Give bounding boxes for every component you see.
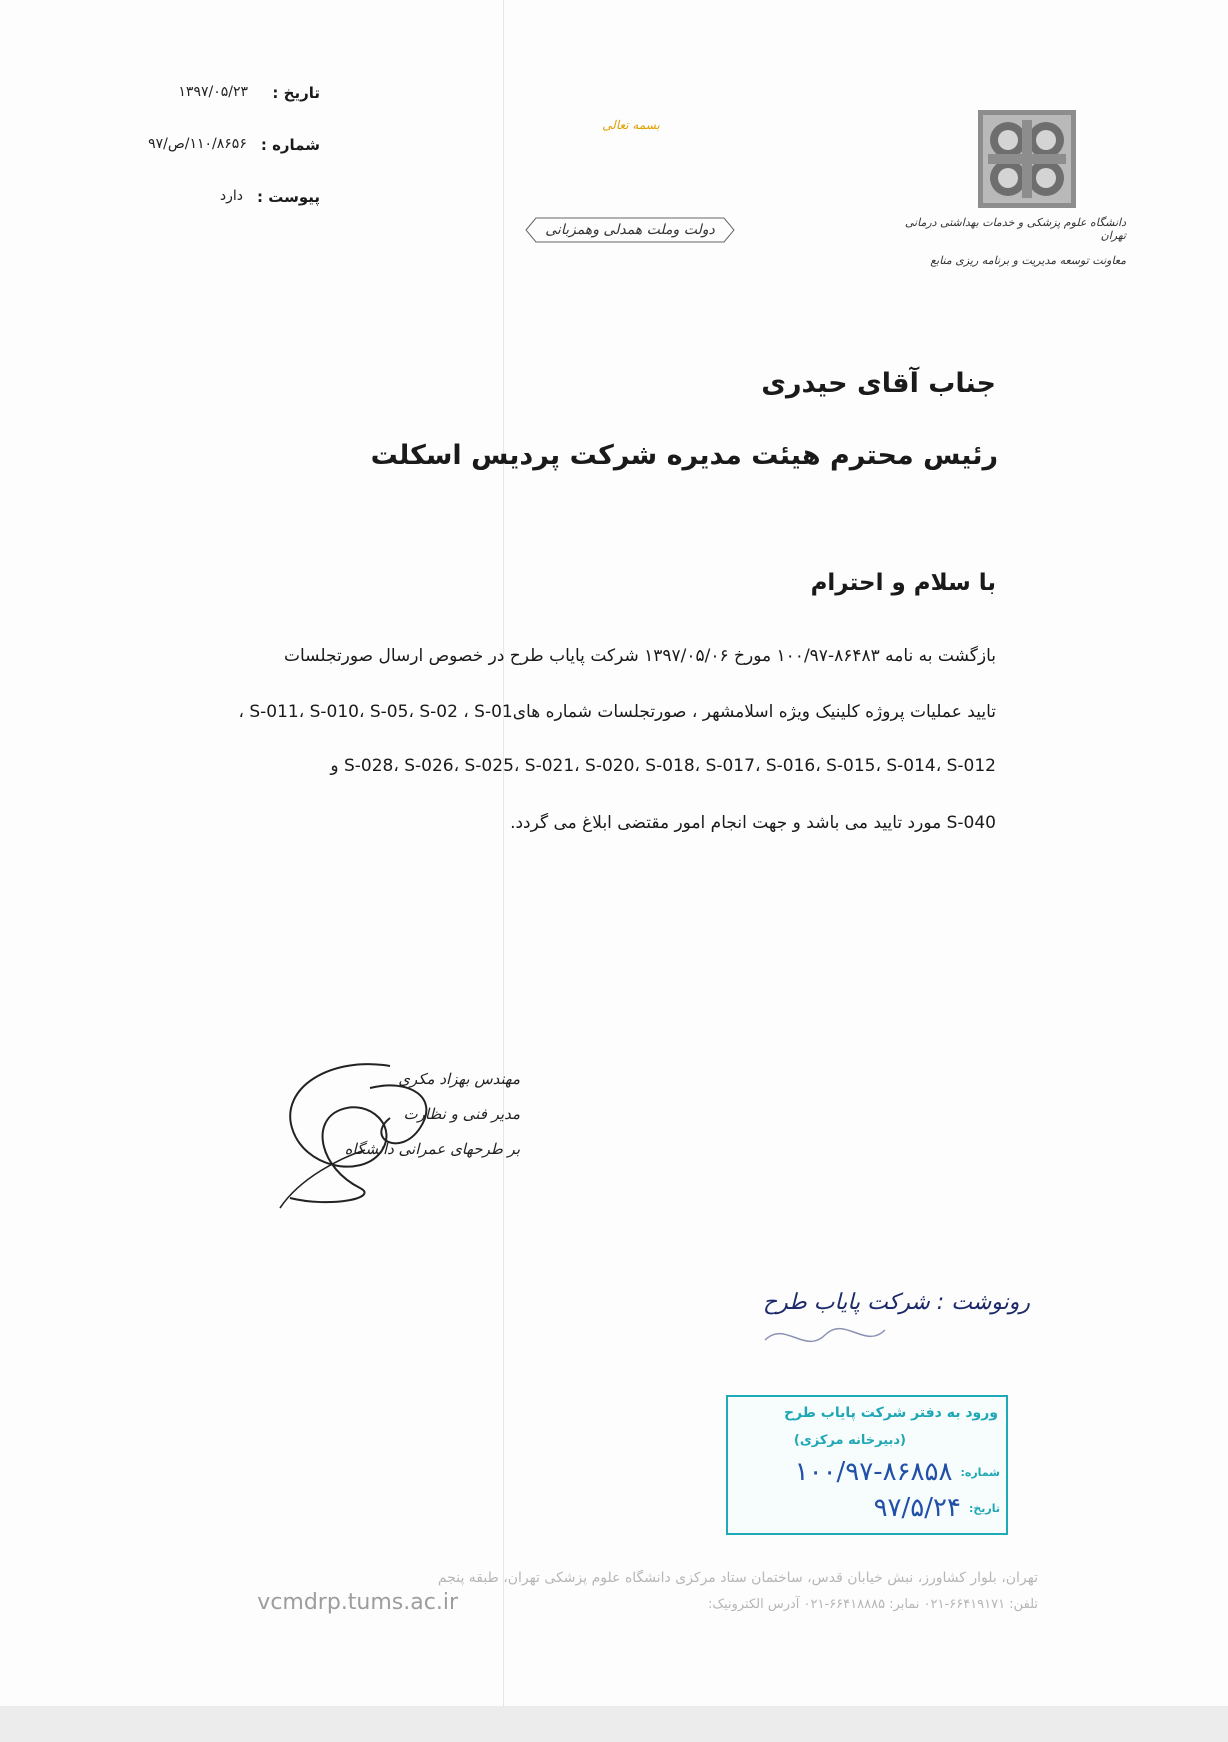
handwriting-flourish-icon bbox=[745, 1300, 1030, 1360]
scan-edge bbox=[0, 1706, 1228, 1742]
government-slogan bbox=[520, 210, 740, 250]
cc-note-text: رونوشت : شرکت پایاب طرح bbox=[762, 1290, 1030, 1315]
bismillah-heading: بسمه تعالی bbox=[602, 118, 660, 132]
meta-number-label: شماره : bbox=[260, 136, 320, 154]
greeting: با سلام و احترام bbox=[810, 570, 996, 596]
meta-attachment-value: دارد bbox=[219, 188, 243, 204]
body-line-4 bbox=[510, 813, 996, 833]
meta-attachment-label: پیوست : bbox=[256, 188, 320, 206]
meta-attachment-row bbox=[140, 188, 320, 240]
meta-date-row bbox=[140, 84, 320, 136]
signatory-position: مدیر فنی و نظارت bbox=[403, 1105, 520, 1123]
footer-contacts: تلفن: ۶۶۴۱۹۱۷۱-۰۲۱ نمابر: ۶۶۴۱۸۸۸۵-۰۲۱ آدرس الکترونیک: bbox=[708, 1597, 1038, 1612]
recipient-title: رئیس محترم هیئت مدیره شرکت پردیس اسکلت bbox=[370, 440, 998, 471]
stamp-number-label: شماره: bbox=[960, 1465, 1000, 1479]
meta-date-label: تاریخ : bbox=[272, 84, 320, 102]
signatory-name: مهندس بهزاد مکری bbox=[398, 1070, 520, 1088]
handwritten-cc-note bbox=[745, 1290, 1030, 1360]
meta-date-value: ۱۳۹۷/۰۵/۲۳ bbox=[178, 84, 248, 100]
university-logo bbox=[978, 110, 1076, 208]
body-line-2 bbox=[238, 702, 996, 722]
body-line-3-codes: S-028، S-026، S-025، S-021، S-020، S-018، S-017، S-016، S-015، S-014، S-012 bbox=[343, 756, 996, 776]
body-line-2-codes: S-011، S-010، S-05، S-02 ، S-01 bbox=[249, 702, 513, 722]
stamp-date-value: ۹۷/۵/۲۴ bbox=[873, 1493, 961, 1523]
paper-fold-line bbox=[503, 0, 504, 1742]
letter-meta bbox=[140, 84, 320, 240]
body-line-1: بازگشت به نامه ۸۶۴۸۳-۱۰۰/۹۷ مورخ ۱۳۹۷/۰۵/۰۶ شرکت پایاب طرح در خصوص ارسال صورتجلسات bbox=[284, 646, 996, 666]
stamp-date-label: تاریخ: bbox=[968, 1501, 1000, 1515]
stamp-title: ورود به دفتر شرکت پایاب طرح bbox=[783, 1405, 998, 1421]
org-name: دانشگاه علوم پزشکی و خدمات بهداشتی درمانی تهران bbox=[904, 216, 1126, 242]
stamp-number-value: ۱۰۰/۹۷-۸۶۸۵۸ bbox=[794, 1457, 953, 1487]
body-line-2-text: تایید عملیات پروژه کلینیک ویژه اسلامشهر ، صورتجلسات شماره های bbox=[512, 702, 996, 722]
body-line-3 bbox=[330, 756, 996, 776]
slogan-text: دولت وملت همدلی وهمزبانی bbox=[545, 222, 715, 238]
meta-number-row bbox=[140, 136, 320, 188]
body-line-4-text: مورد تایید می باشد و جهت انجام امور مقتضی ابلاغ می گردد. bbox=[510, 813, 942, 833]
meta-number-value: ۱۱۰/۸۶۵۶/ص/۹۷ bbox=[148, 136, 247, 152]
body-line-2-end: ، bbox=[238, 702, 244, 722]
signatory-block bbox=[340, 1062, 520, 1167]
body-line-3-end: و bbox=[330, 756, 339, 776]
department-name: معاونت توسعه مدیریت و برنامه ریزی منابع bbox=[930, 254, 1126, 267]
stamp-date-row bbox=[874, 1493, 1000, 1523]
footer-website-link[interactable]: vcmdrp.tums.ac.ir bbox=[257, 1590, 458, 1615]
body-line-4-code: S-040 bbox=[946, 813, 996, 833]
university-emblem-icon bbox=[978, 110, 1076, 208]
footer-address: تهران، بلوار کشاورز، نبش خیابان قدس، ساختمان ستاد مرکزی دانشگاه علوم پزشکی تهران، طبقه پنجم bbox=[437, 1570, 1038, 1586]
receipt-stamp bbox=[726, 1395, 1008, 1535]
stamp-number-row bbox=[795, 1457, 1000, 1487]
signatory-department: بر طرحهای عمرانی دانشگاه bbox=[344, 1140, 520, 1158]
stamp-subtitle: (دبیرخانه مرکزی) bbox=[793, 1433, 906, 1448]
recipient-name: جناب آقای حیدری bbox=[761, 368, 996, 399]
